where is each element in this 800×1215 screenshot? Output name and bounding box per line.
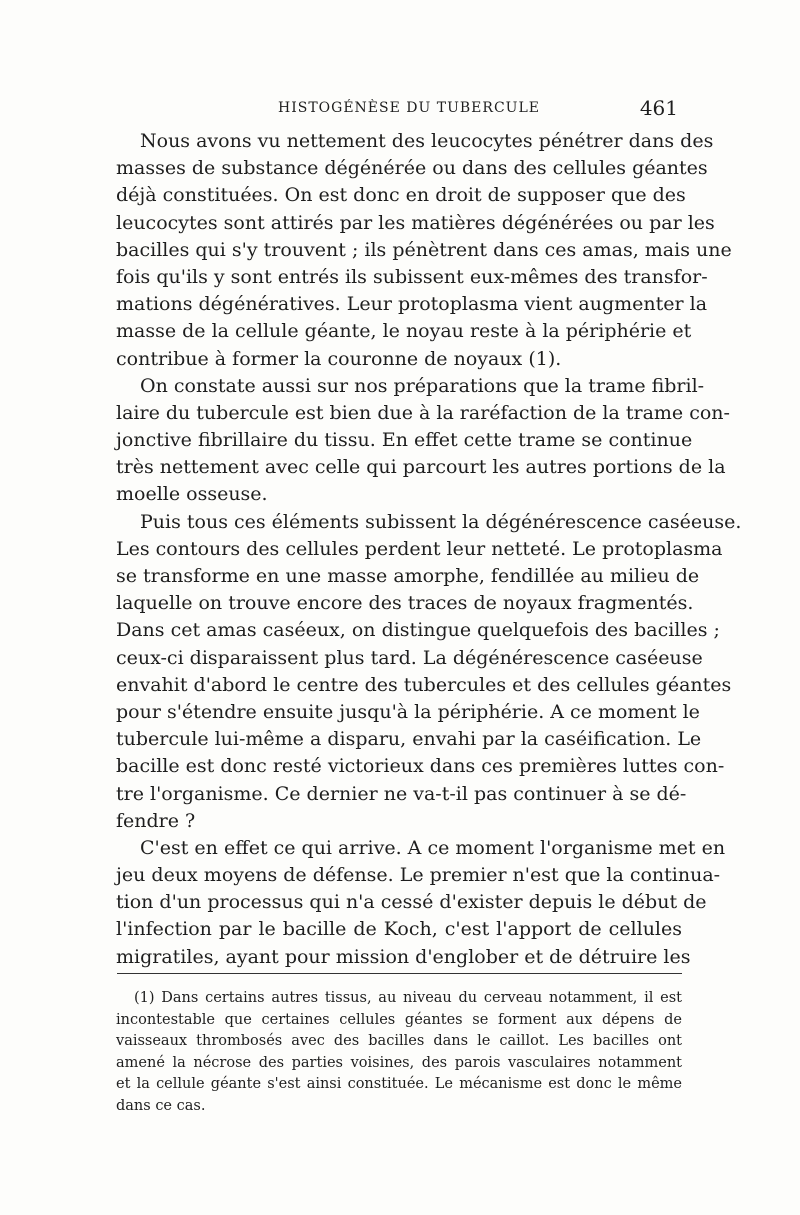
footnote-line: vaisseaux thrombosés avec des bacilles dans le caillot. Les bacilles ont (116, 1033, 682, 1050)
page-header (116, 96, 682, 126)
text-line: mations dégénératives. Leur protoplasma vient augmenter la (116, 293, 708, 316)
text-line: masses de substance dégénérée ou dans des cellules géantes (116, 157, 708, 180)
text-line: tubercule lui-même a disparu, envahi par la caséification. Le (116, 728, 702, 751)
main-text (116, 128, 742, 971)
footnote-line: (1) Dans certains autres tissus, au niveau du cerveau notamment, il est (134, 990, 682, 1006)
text-line: tion d'un processus qui n'a cessé d'exister depuis le début de (116, 891, 707, 914)
text-line: contribue à former la couronne de noyaux (1). (116, 347, 562, 370)
footnote-line: et la cellule géante s'est ainsi constituée. Le mécanisme est donc le même (116, 1076, 682, 1093)
text-line: Puis tous ces éléments subissent la dégénérescence caséeuse. (140, 510, 742, 533)
text-line: laire du tubercule est bien due à la raréfaction de la trame con- (116, 401, 730, 424)
text-line: bacille est donc resté victorieux dans ces premières luttes con- (116, 755, 725, 778)
text-line: se transforme en une masse amorphe, fendillée au milieu de (116, 565, 700, 587)
text-line: bacilles qui s'y trouvent ; ils pénètrent dans ces amas, mais une (116, 238, 732, 261)
text-line: déjà constituées. On est donc en droit de supposer que des (116, 184, 686, 207)
text-line: jeu deux moyens de défense. Le premier n'est que la continua- (116, 864, 721, 887)
footnote-divider (117, 973, 682, 974)
running-head: HISTOGÉNÈSE DU TUBERCULE (278, 100, 540, 116)
text-line: leucocytes sont attirés par les matières dégénérées ou par les (116, 211, 715, 234)
page-number: 461 (639, 96, 678, 120)
text-line: fendre ? (116, 809, 196, 832)
text-line: masse de la cellule géante, le noyau reste à la périphérie et (116, 320, 692, 343)
text-line: très nettement avec celle qui parcourt les autres portions de la (116, 456, 726, 479)
text-line: pour s'étendre ensuite jusqu'à la périphérie. A ce moment le (116, 700, 700, 723)
text-line: ceux-ci disparaissent plus tard. La dégénérescence caséeuse (116, 646, 703, 669)
text-line: fois qu'ils y sont entrés ils subissent eux-mêmes des transfor- (116, 265, 708, 288)
text-line: Dans cet amas caséeux, on distingue quelquefois des bacilles ; (116, 619, 720, 642)
text-line: On constate aussi sur nos préparations que la trame fibril- (140, 374, 705, 397)
footnote-line: amené la nécrose des parties voisines, des parois vasculaires notamment (116, 1054, 682, 1071)
text-line: Nous avons vu nettement des leucocytes pénétrer dans des (140, 130, 714, 152)
footnote (116, 988, 682, 1118)
text-line: C'est en effet ce qui arrive. A ce moment l'organisme met en (140, 836, 726, 859)
footnote-line: dans ce cas. (116, 1097, 206, 1114)
text-line: envahit d'abord le centre des tubercules et des cellules géantes (116, 673, 732, 696)
footnote-line: incontestable que certaines cellules géantes se forment aux dépens de (116, 1011, 682, 1028)
text-line: laquelle on trouve encore des traces de noyaux fragmentés. (116, 592, 694, 615)
text-line: jonctive fibrillaire du tissu. En effet cette trame se continue (116, 429, 693, 452)
text-line: moelle osseuse. (116, 483, 268, 506)
text-line: l'infection par le bacille de Koch, c'est l'apport de cellules (116, 918, 682, 941)
text-line: tre l'organisme. Ce dernier ne va-t-il pas continuer à se dé- (116, 782, 687, 805)
text-line: Les contours des cellules perdent leur netteté. Le protoplasma (116, 537, 723, 560)
text-line: migratiles, ayant pour mission d'englober et de détruire les (116, 945, 691, 968)
